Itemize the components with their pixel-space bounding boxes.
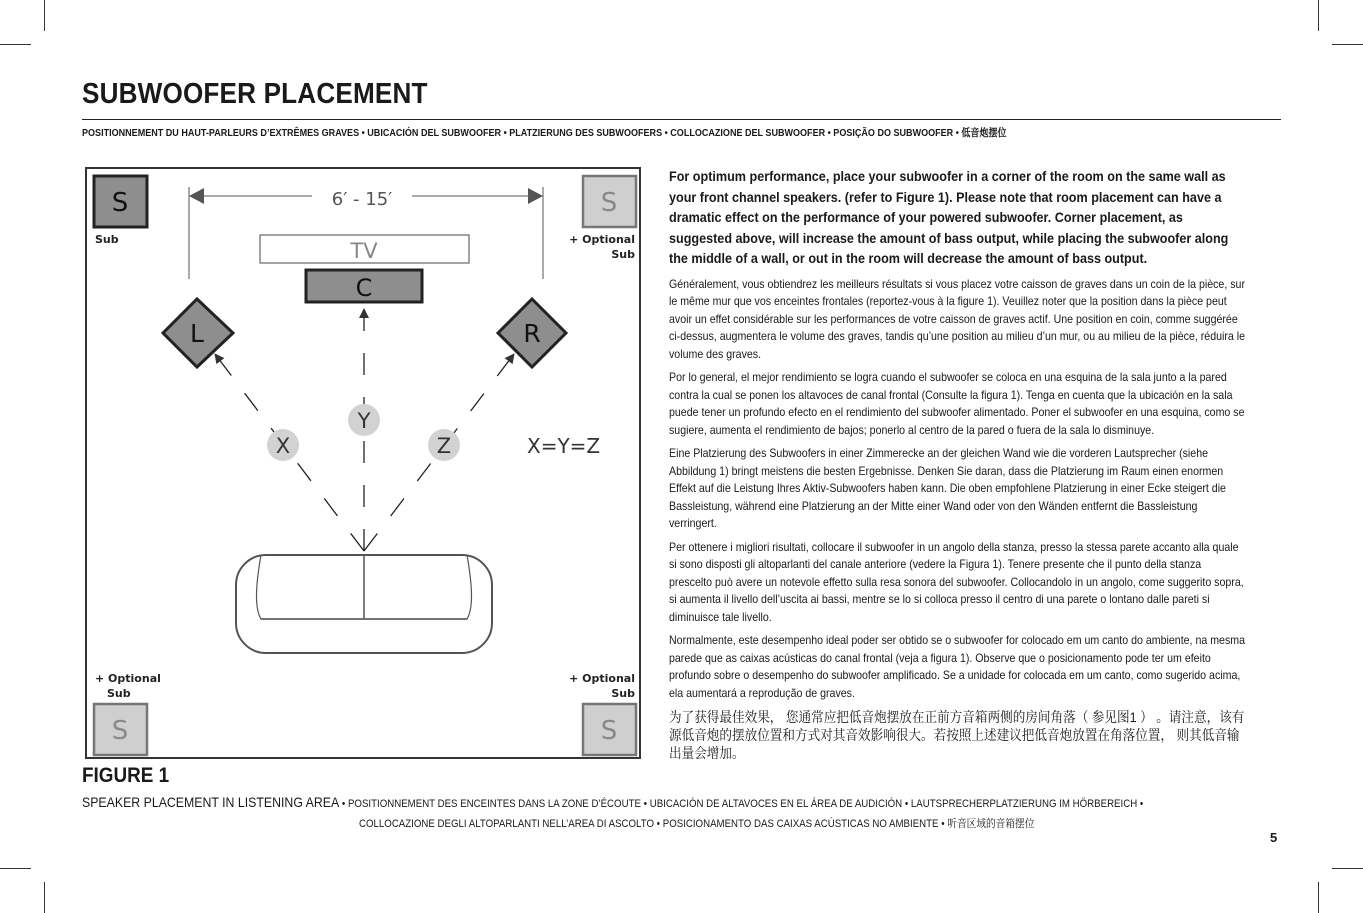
left-speaker-label: L — [190, 319, 204, 348]
crop-mark — [1318, 0, 1319, 31]
marker-x-label: X — [275, 434, 291, 458]
center-speaker-label: C — [355, 274, 373, 302]
subwoofer-main-symbol: S — [111, 188, 129, 218]
dimension-arrow-right — [528, 188, 543, 204]
crop-mark — [44, 0, 45, 31]
caption-lead: SPEAKER PLACEMENT IN LISTENING AREA — [82, 794, 340, 810]
subwoofer-main-label: Sub — [95, 233, 119, 246]
page-number: 5 — [1270, 830, 1278, 845]
optional-label-line1: + Optional — [95, 672, 161, 685]
optional-label-line1: + Optional — [569, 672, 635, 685]
caption-line1-rest: • POSITIONNEMENT DES ENCEINTES DANS LA ZONE D’ÉCOUTE • UBICACIÓN DE ALTAVOCES EN EL ÁREA DE AUDICIÓN • LAUTSPRECHERPLATZIERUNG IM HÖRBEREICH • — [339, 798, 1144, 810]
instructions-italian: Per ottenere i migliori risultati, collocare il subwoofer in un angolo della stanza, presso la stessa parete accanto alla quale si sono disposti gli altoparlanti del canale anteriore (vedere la Figura 1). Tenere presente che il punto della stanza prescelto può avere un notevole effetto sulla resa sonora del subwoofer. Collocandolo in un angolo, come suggerito sopra, si aumenta il livello dell’uscita ai bassi, mentre se lo si colloca presso il centro di una parete o lontano dalle pareti si diminuisce tale livello. — [669, 539, 1244, 624]
optional-label-line1: + Optional — [569, 233, 635, 246]
instructions-chinese: 为了获得最佳效果， 您通常应把低音炮摆放在正前方音箱两侧的房间角落（ 参见图1 ） 。请注意，该有源低音炮的摆放位置和方式对其音效影响很大。若按照上述建议把低音炮放置在角落位置， 则其低音输出量会增加。 — [669, 709, 1245, 761]
crop-mark — [1332, 868, 1363, 869]
crop-mark — [1332, 44, 1363, 45]
tv-label: TV — [350, 239, 378, 263]
optional-label-line2: Sub — [611, 687, 635, 700]
room-diagram — [87, 169, 643, 761]
optional-label-line2: Sub — [107, 687, 131, 700]
instructions-column — [669, 166, 1245, 762]
caption-line-1 — [82, 791, 1143, 815]
crop-mark — [1318, 882, 1319, 913]
instructions-french: Généralement, vous obtiendrez les meilleurs résultats si vous placez votre caisson de graves dans un coin de la pièce, sur le même mur que vos enceintes frontales (reportez-vous à la figure 1). Veuillez noter que la position dans la pièce peut avoir un effet considérable sur les performances de votre caisson de graves actif. Une position en coin, comme suggérée ci-dessus, augmentera le volume des graves, tandis qu’une position au milieu d’un mur, ou au milieu de la pièce, réduira le volume des graves. — [669, 276, 1246, 361]
instructions-english: For optimum performance, place your subwoofer in a corner of the room on the same wall as your front channel speakers. (refer to Figure 1). Please note that room placement can have a dramatic effect on the performance of your powered subwoofer. Corner placement, as suggested above, will increase the amount of bass output, while placing the subwoofer along the middle of a wall, or out in the room will decrease the amount of bass output. — [669, 168, 1229, 266]
marker-y-label: Y — [357, 409, 371, 433]
crop-mark — [0, 868, 31, 869]
sofa — [236, 555, 492, 653]
page-subtitle: POSITIONNEMENT DU HAUT-PARLEURS D’EXTRÊMES GRAVES • UBICACIÓN DEL SUBWOOFER • PLATZIERUNG DES SUBWOOFERS • COLLOCAZIONE DEL SUBWOOFER • POSIÇÃO DO SUBWOOFER • 低音炮摆位 — [82, 127, 1007, 139]
title-rule — [82, 119, 1281, 120]
page-title: SUBWOOFER PLACEMENT — [82, 78, 428, 110]
subwoofer-optional-symbol: S — [111, 716, 129, 746]
dimension-arrow-left — [189, 188, 204, 204]
optional-label-line2: Sub — [611, 248, 635, 261]
right-speaker-label: R — [523, 319, 541, 348]
subwoofer-optional-symbol: S — [600, 716, 618, 746]
crop-mark — [44, 882, 45, 913]
subwoofer-optional-symbol: S — [600, 188, 618, 218]
distance-label: 6′ - 15′ — [331, 189, 393, 210]
equation-label: X=Y=Z — [527, 434, 601, 458]
figure-caption — [82, 791, 1302, 837]
instructions-portuguese: Normalmente, este desempenho ideal poder ser obtido se o subwoofer for colocado em um canto do ambiente, na mesma parede que as caixas acústicas do canal frontal (veja a figura 1). Observe que o posicionamento pode ter um efeito profundo sobre o desempenho do subwoofer amplificado. Se a unidade for colocada em um canto, como sugerido acima, ela aumentará a reprodução de graves. — [669, 633, 1246, 700]
caption-line-2: COLLOCAZIONE DEGLI ALTOPARLANTI NELL’AREA DI ASCOLTO • POSICIONAMENTO DAS CAIXAS ACÚSTICAS NO AMBIENTE • 听音区域的音箱摆位 — [359, 818, 1035, 830]
crop-mark — [0, 44, 31, 45]
marker-z-label: Z — [436, 434, 452, 458]
instructions-german: Eine Platzierung des Subwoofers in einer Zimmerecke an der gleichen Wand wie die vorderen Lautsprecher (siehe Abbildung 1) bringt meistens die besten Ergebnisse. Denken Sie daran, dass die Platzierung im Raum einen enormen Effekt auf die Leistung Ihres Aktiv-Subwoofers haben kann. Die oben empfohlene Platzierung in einer Ecke steigert die Bassleistung, während eine Platzierung an der Mitte einer Wand oder von den Wänden entfernt die Bassleistung verringert. — [669, 446, 1226, 530]
figure-title: FIGURE 1 — [82, 764, 170, 787]
figure-1-diagram — [85, 167, 641, 759]
instructions-spanish: Por lo general, el mejor rendimiento se logra cuando el subwoofer se coloca en una esquina de la sala junto a la pared contra la cual se ponen los altavoces de canal frontal (Consulte la figura 1). Tenga en cuenta que la ubicación en la sala puede tener un profundo efecto en el rendimiento del subwoofer alimentado. Poner el subwoofer en una esquina, como se sugiere, aumenta el rendimiento de bajos; ponerlo al centro de la pared o fuera de la sala lo disminuye. — [669, 370, 1245, 437]
